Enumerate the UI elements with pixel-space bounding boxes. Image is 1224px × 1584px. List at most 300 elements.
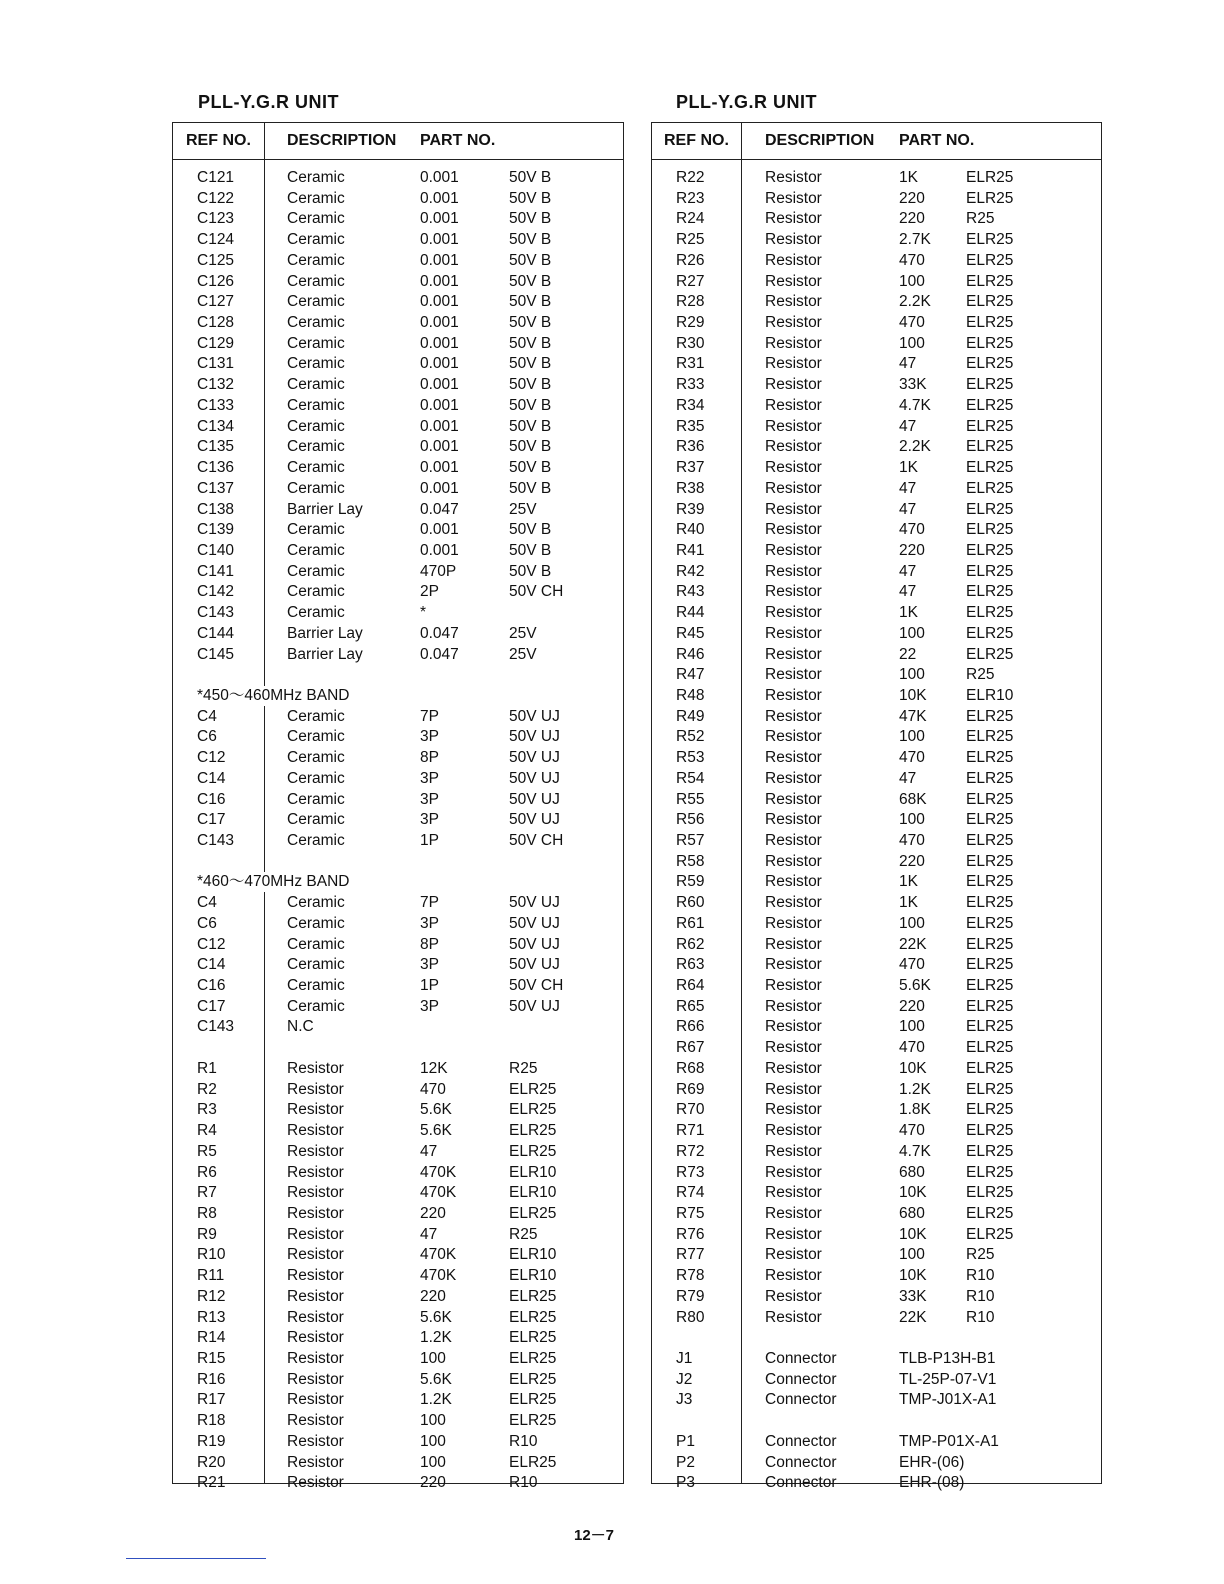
cell-ref: R44 — [676, 604, 705, 622]
cell-spec: ELR25 — [509, 1329, 557, 1347]
table-row — [173, 1266, 623, 1287]
table-row — [652, 1473, 1101, 1494]
cell-spec: 50V B — [509, 334, 552, 352]
cell-desc: Connector — [765, 1453, 837, 1471]
table-row — [173, 1473, 623, 1494]
cell-ref: C144 — [197, 624, 235, 642]
cell-desc: Resistor — [765, 790, 822, 808]
cell-spec: 50V B — [509, 541, 552, 559]
cell-val: TLB-P13H-B1 — [899, 1349, 996, 1367]
cell-spec: ELR25 — [966, 749, 1014, 767]
cell-desc: Resistor — [765, 935, 822, 953]
cell-val: 470 — [899, 1039, 925, 1057]
table-row — [652, 665, 1101, 686]
cell-spec: 50V B — [509, 272, 552, 290]
cell-desc: Barrier Lay — [287, 500, 363, 518]
cell-desc: Resistor — [765, 562, 822, 580]
cell-ref: C131 — [197, 355, 235, 373]
cell-val: 7P — [420, 894, 439, 912]
cell-ref: R72 — [676, 1142, 705, 1160]
cell-spec: 50V UJ — [509, 811, 560, 829]
cell-desc: Resistor — [287, 1412, 344, 1430]
cell-val: 5.6K — [420, 1308, 452, 1326]
cell-desc: Resistor — [765, 334, 822, 352]
cell-val: 680 — [899, 1163, 925, 1181]
cell-desc: Ceramic — [287, 169, 345, 186]
cell-ref: C121 — [197, 169, 235, 186]
cell-desc: Resistor — [765, 1246, 822, 1264]
cell-ref: C135 — [197, 438, 235, 456]
table-row — [173, 437, 623, 458]
cell-val: 47 — [420, 1142, 438, 1160]
cell-desc: Ceramic — [287, 314, 345, 332]
cell-spec: ELR10 — [509, 1184, 557, 1202]
cell-val: 0.001 — [420, 210, 459, 228]
cell-spec: R25 — [966, 210, 995, 228]
cell-val: 10K — [899, 1267, 927, 1285]
cell-val: 100 — [420, 1453, 446, 1471]
cell-val: 220 — [420, 1474, 446, 1492]
table-row — [173, 500, 623, 521]
cell-spec: ELR25 — [966, 376, 1014, 394]
cell-ref: C123 — [197, 210, 235, 228]
cell-spec: ELR25 — [966, 645, 1014, 663]
cell-val: 470 — [899, 521, 925, 539]
cell-val: 100 — [899, 272, 925, 290]
cell-ref: R1 — [197, 1059, 217, 1077]
cell-desc: Resistor — [765, 1101, 822, 1119]
cell-ref: R10 — [197, 1246, 226, 1264]
cell-spec: 50V UJ — [509, 790, 560, 808]
table-row — [173, 790, 623, 811]
cell-ref: C126 — [197, 272, 235, 290]
cell-spec: ELR25 — [966, 1101, 1014, 1119]
cell-desc: Ceramic — [287, 604, 345, 622]
table-row — [173, 1432, 623, 1453]
cell-spec: ELR25 — [509, 1308, 557, 1326]
cell-spec: ELR25 — [966, 997, 1014, 1015]
cell-val: 3P — [420, 914, 439, 932]
table-row — [173, 914, 623, 935]
table-row — [652, 272, 1101, 293]
table-row — [173, 1370, 623, 1391]
table-row — [173, 334, 623, 355]
cell-desc: Resistor — [765, 977, 822, 995]
cell-spec: ELR25 — [966, 355, 1014, 373]
cell-ref: C133 — [197, 396, 235, 414]
cell-ref: R31 — [676, 355, 705, 373]
cell-ref: R66 — [676, 1018, 705, 1036]
cell-desc: Resistor — [765, 210, 822, 228]
cell-ref: J1 — [676, 1349, 693, 1367]
cell-ref: R4 — [197, 1122, 217, 1140]
cell-spec: ELR25 — [966, 1018, 1014, 1036]
table-row — [652, 334, 1101, 355]
cell-desc: Resistor — [765, 541, 822, 559]
cell-desc: Resistor — [765, 666, 822, 684]
table-row — [173, 292, 623, 313]
cell-desc: Connector — [765, 1474, 837, 1492]
cell-val: 220 — [420, 1204, 446, 1222]
cell-val: 470K — [420, 1163, 457, 1181]
cell-desc: Resistor — [765, 832, 822, 849]
table-row — [652, 645, 1101, 666]
cell-desc: Ceramic — [287, 562, 345, 580]
table-row — [652, 375, 1101, 396]
table-row — [173, 168, 623, 189]
cell-desc: Resistor — [287, 1101, 344, 1119]
cell-desc: Ceramic — [287, 251, 345, 269]
cell-desc: Resistor — [765, 1267, 822, 1285]
cell-spec: ELR25 — [966, 914, 1014, 932]
cell-ref: R75 — [676, 1204, 705, 1222]
cell-spec: 50V B — [509, 314, 552, 332]
table-row — [173, 976, 623, 997]
cell-ref: R6 — [197, 1163, 217, 1181]
cell-spec: ELR10 — [966, 686, 1014, 704]
cell-ref: R68 — [676, 1059, 705, 1077]
cell-val: 1.8K — [899, 1101, 931, 1119]
cell-spec: ELR25 — [509, 1349, 557, 1367]
table-row — [652, 354, 1101, 375]
table-row — [652, 458, 1101, 479]
cell-ref: R71 — [676, 1122, 705, 1140]
cell-spec: ELR25 — [966, 873, 1014, 891]
band-label: *450～460MHz BAND — [197, 686, 350, 704]
cell-spec: 50V UJ — [509, 749, 560, 767]
cell-spec: 50V B — [509, 521, 552, 539]
cell-ref: C122 — [197, 189, 235, 207]
cell-ref: R14 — [197, 1329, 226, 1347]
table-row — [173, 1411, 623, 1432]
table-row — [652, 603, 1101, 624]
header-part: PART NO. — [420, 132, 496, 149]
table-row — [173, 624, 623, 645]
cell-desc: Ceramic — [287, 355, 345, 373]
cell-spec: 50V CH — [509, 832, 564, 849]
cell-spec: R10 — [966, 1308, 995, 1326]
cell-spec: ELR25 — [509, 1101, 557, 1119]
cell-ref: C6 — [197, 728, 217, 746]
cell-ref: C14 — [197, 956, 226, 974]
cell-desc: Ceramic — [287, 894, 345, 912]
table-row — [173, 727, 623, 748]
cell-ref: C134 — [197, 417, 235, 435]
table-row — [652, 872, 1101, 893]
table-row — [652, 1287, 1101, 1308]
cell-ref: R8 — [197, 1204, 217, 1222]
table-row — [652, 396, 1101, 417]
blank-row — [173, 852, 623, 873]
cell-desc: Barrier Lay — [287, 645, 363, 663]
cell-desc: Resistor — [287, 1308, 344, 1326]
band-label: *460～470MHz BAND — [197, 873, 350, 891]
table-row — [173, 769, 623, 790]
cell-desc: Resistor — [765, 376, 822, 394]
table-row — [173, 396, 623, 417]
cell-desc: Resistor — [765, 749, 822, 767]
table-row — [173, 1328, 623, 1349]
cell-ref: R7 — [197, 1184, 217, 1202]
cell-spec: ELR25 — [966, 1184, 1014, 1202]
cell-spec: 50V B — [509, 459, 552, 477]
cell-val: 220 — [899, 189, 925, 207]
cell-ref: R56 — [676, 811, 705, 829]
cell-val: 100 — [899, 1246, 925, 1264]
cell-val: 10K — [899, 1225, 927, 1243]
cell-desc: Resistor — [765, 189, 822, 207]
table-row — [652, 997, 1101, 1018]
cell-val: 100 — [420, 1432, 446, 1450]
cell-ref: R20 — [197, 1453, 226, 1471]
cell-ref: R52 — [676, 728, 705, 746]
cell-ref: R59 — [676, 873, 705, 891]
cell-spec: 25V — [509, 645, 537, 663]
table-row — [173, 541, 623, 562]
cell-val: 1.2K — [420, 1329, 452, 1347]
cell-spec: ELR25 — [966, 790, 1014, 808]
cell-desc: Resistor — [765, 728, 822, 746]
cell-val: 2.2K — [899, 438, 931, 456]
table-row — [652, 707, 1101, 728]
cell-spec: ELR25 — [966, 479, 1014, 497]
cell-spec: 50V UJ — [509, 769, 560, 787]
cell-desc: Resistor — [287, 1267, 344, 1285]
cell-val: 100 — [899, 666, 925, 684]
cell-desc: Resistor — [765, 1287, 822, 1305]
cell-val: 470 — [899, 956, 925, 974]
table-row — [652, 1142, 1101, 1163]
cell-spec: ELR25 — [966, 977, 1014, 995]
cell-spec: 50V B — [509, 396, 552, 414]
cell-val: 5.6K — [420, 1370, 452, 1388]
cell-desc: Ceramic — [287, 334, 345, 352]
cell-spec: R10 — [966, 1287, 995, 1305]
cell-ref: R54 — [676, 769, 705, 787]
cell-ref: R69 — [676, 1080, 705, 1098]
blank-row — [652, 1328, 1101, 1349]
cell-desc: Resistor — [287, 1370, 344, 1388]
table-row — [652, 1349, 1101, 1370]
left-unit-title: PLL-Y.G.R UNIT — [198, 92, 339, 112]
cell-val: 1.2K — [420, 1391, 452, 1409]
cell-spec: ELR25 — [966, 1142, 1014, 1160]
cell-desc: Resistor — [765, 894, 822, 912]
cell-val: 470P — [420, 562, 457, 580]
header-description: DESCRIPTION — [287, 132, 397, 149]
table-row — [652, 727, 1101, 748]
cell-val: 470 — [899, 251, 925, 269]
cell-ref: R79 — [676, 1287, 705, 1305]
cell-desc: Resistor — [765, 500, 822, 518]
cell-desc: Resistor — [765, 811, 822, 829]
cell-val: 3P — [420, 728, 439, 746]
cell-ref: R62 — [676, 935, 705, 953]
cell-val: 680 — [899, 1204, 925, 1222]
cell-ref: R61 — [676, 914, 705, 932]
cell-val: 100 — [899, 1018, 925, 1036]
cell-val: * — [420, 604, 427, 622]
cell-desc: Ceramic — [287, 293, 345, 311]
table-row — [173, 1287, 623, 1308]
cell-desc: Ceramic — [287, 997, 345, 1015]
cell-ref: R33 — [676, 376, 705, 394]
cell-spec: 50V B — [509, 438, 552, 456]
cell-spec: ELR25 — [966, 852, 1014, 870]
cell-desc: Resistor — [765, 1039, 822, 1057]
table-row — [652, 1225, 1101, 1246]
table-row — [173, 1163, 623, 1184]
blank-row — [173, 1038, 623, 1059]
cell-val: 470K — [420, 1184, 457, 1202]
cell-ref: C6 — [197, 914, 217, 932]
cell-val: 470K — [420, 1246, 457, 1264]
table-row — [652, 520, 1101, 541]
cell-val: TL-25P-07-V1 — [899, 1370, 997, 1388]
cell-val: 0.001 — [420, 272, 459, 290]
cell-spec: 50V UJ — [509, 997, 560, 1015]
cell-spec: ELR25 — [966, 231, 1014, 249]
cell-val: 33K — [899, 376, 927, 394]
cell-desc: Ceramic — [287, 935, 345, 953]
cell-desc: Ceramic — [287, 914, 345, 932]
cell-spec: ELR25 — [966, 1039, 1014, 1057]
cell-val: 0.047 — [420, 645, 459, 663]
cell-val: 0.001 — [420, 189, 459, 207]
cell-ref: R30 — [676, 334, 705, 352]
cell-desc: Ceramic — [287, 521, 345, 539]
table-row — [652, 624, 1101, 645]
cell-ref: C4 — [197, 894, 217, 912]
table-row — [173, 893, 623, 914]
cell-spec: ELR25 — [966, 272, 1014, 290]
table-row — [173, 313, 623, 334]
cell-val: EHR-(08) — [899, 1474, 965, 1492]
header-ref: REF NO. — [186, 132, 251, 149]
cell-desc: Resistor — [765, 873, 822, 891]
table-row — [173, 707, 623, 728]
cell-desc: Resistor — [287, 1329, 344, 1347]
cell-spec: R25 — [509, 1225, 538, 1243]
cell-ref: C17 — [197, 997, 226, 1015]
cell-spec: ELR25 — [966, 293, 1014, 311]
cell-ref: R13 — [197, 1308, 226, 1326]
cell-val: 0.001 — [420, 355, 459, 373]
cell-spec: 25V — [509, 624, 537, 642]
table-row — [652, 189, 1101, 210]
cell-spec: 50V B — [509, 210, 552, 228]
cell-ref: C4 — [197, 707, 217, 725]
cell-spec: 50V B — [509, 169, 552, 186]
cell-spec: ELR25 — [966, 832, 1014, 849]
cell-desc: Resistor — [287, 1349, 344, 1367]
cell-spec: 50V B — [509, 189, 552, 207]
cell-desc: Ceramic — [287, 832, 345, 849]
cell-spec: ELR25 — [966, 956, 1014, 974]
cell-spec: ELR25 — [966, 1080, 1014, 1098]
cell-desc: Ceramic — [287, 272, 345, 290]
table-row — [652, 686, 1101, 707]
cell-val: 22K — [899, 1308, 927, 1326]
cell-ref: P3 — [676, 1474, 695, 1492]
cell-spec: ELR25 — [509, 1122, 557, 1140]
cell-ref: R3 — [197, 1101, 217, 1119]
cell-spec: ELR25 — [509, 1391, 557, 1409]
cell-val: 4.7K — [899, 1142, 931, 1160]
cell-desc: Connector — [765, 1349, 837, 1367]
table-row — [652, 1453, 1101, 1474]
cell-desc: Resistor — [765, 251, 822, 269]
cell-val: 100 — [899, 811, 925, 829]
cell-spec: R25 — [509, 1059, 538, 1077]
cell-desc: Resistor — [765, 686, 822, 704]
cell-val: 5.6K — [420, 1101, 452, 1119]
cell-spec: ELR25 — [966, 521, 1014, 539]
cell-desc: Resistor — [287, 1391, 344, 1409]
table-row — [173, 458, 623, 479]
table-row — [652, 769, 1101, 790]
cell-desc: Ceramic — [287, 438, 345, 456]
table-row — [652, 852, 1101, 873]
cell-spec: ELR25 — [966, 604, 1014, 622]
cell-ref: R40 — [676, 521, 705, 539]
cell-desc: Resistor — [287, 1287, 344, 1305]
cell-desc: Connector — [765, 1432, 837, 1450]
cell-spec: ELR25 — [966, 935, 1014, 953]
cell-ref: R16 — [197, 1370, 226, 1388]
table-row — [652, 313, 1101, 334]
table-row — [652, 1308, 1101, 1329]
cell-desc: Resistor — [765, 272, 822, 290]
table-row — [173, 1225, 623, 1246]
table-row — [173, 189, 623, 210]
table-row — [652, 437, 1101, 458]
cell-val: TMP-J01X-A1 — [899, 1391, 997, 1409]
cell-val: 47 — [899, 500, 917, 518]
cell-val: 470 — [899, 832, 925, 849]
table-row — [173, 810, 623, 831]
cell-val: 0.001 — [420, 459, 459, 477]
cell-val: 220 — [899, 541, 925, 559]
cell-val: 1K — [899, 169, 918, 186]
cell-spec: 50V UJ — [509, 728, 560, 746]
band-heading — [173, 686, 623, 707]
table-row — [652, 1390, 1101, 1411]
cell-ref: R29 — [676, 314, 705, 332]
cell-spec: ELR25 — [966, 1122, 1014, 1140]
cell-spec: ELR25 — [509, 1287, 557, 1305]
cell-ref: C145 — [197, 645, 235, 663]
cell-spec: ELR25 — [966, 1059, 1014, 1077]
cell-spec: 50V UJ — [509, 935, 560, 953]
cell-desc: Resistor — [765, 769, 822, 787]
cell-ref: C143 — [197, 604, 235, 622]
cell-spec: 50V UJ — [509, 707, 560, 725]
cell-spec: ELR25 — [966, 396, 1014, 414]
cell-val: 470K — [420, 1267, 457, 1285]
table-row — [173, 1142, 623, 1163]
cell-val: TMP-P01X-A1 — [899, 1432, 999, 1450]
cell-desc: Resistor — [765, 521, 822, 539]
cell-spec: ELR25 — [966, 894, 1014, 912]
cell-val: 0.001 — [420, 334, 459, 352]
cell-ref: C137 — [197, 479, 235, 497]
header-ref: REF NO. — [664, 132, 729, 149]
cell-ref: R26 — [676, 251, 705, 269]
cell-desc: Resistor — [765, 645, 822, 663]
cell-desc: Ceramic — [287, 583, 345, 601]
cell-spec: ELR25 — [966, 562, 1014, 580]
